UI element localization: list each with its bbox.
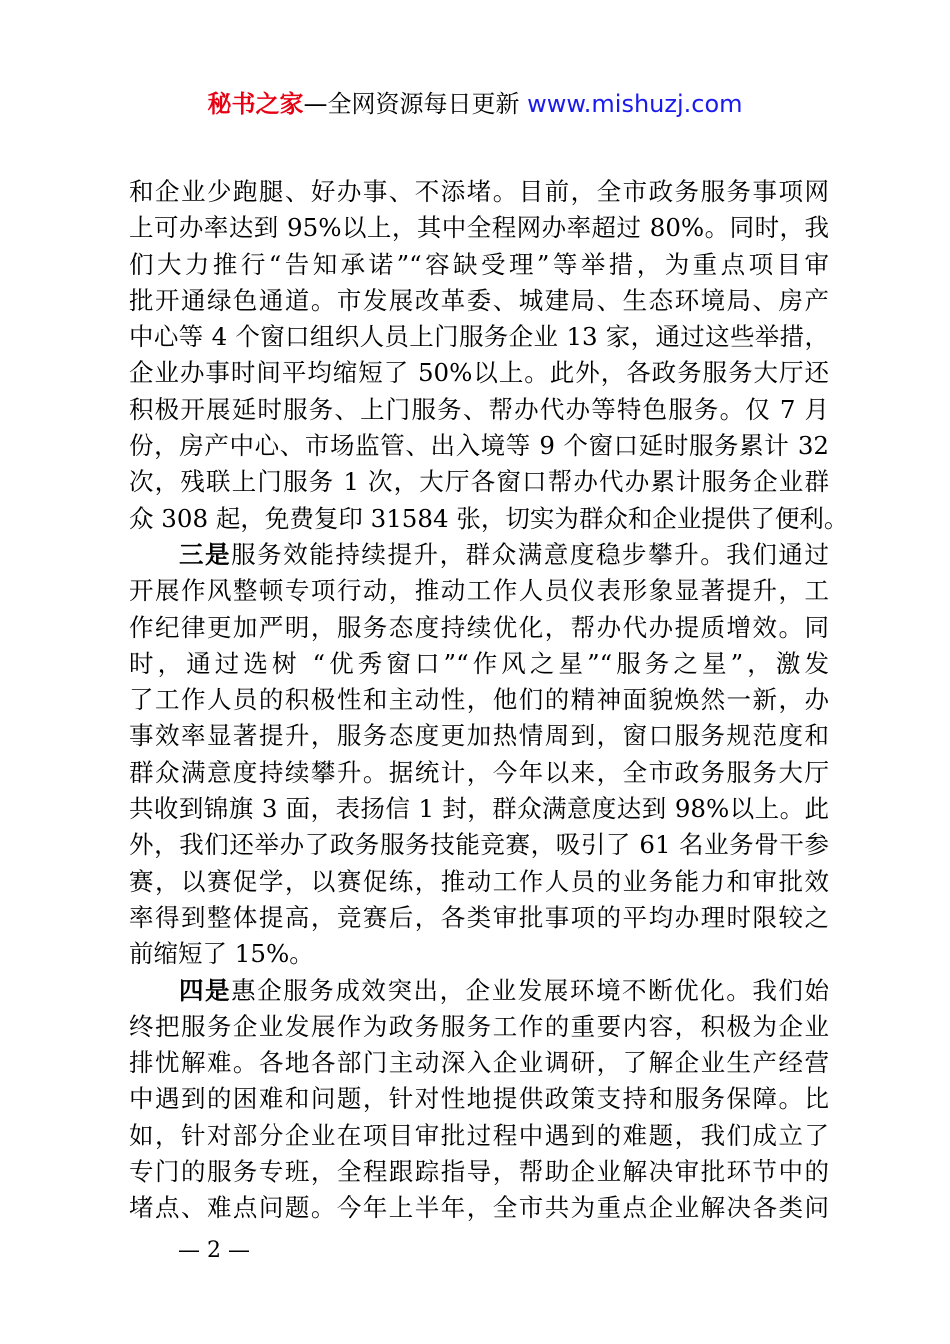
text-line: 和企业少跑腿、好办事、不添堵。目前，全市政务服务事项网 [129,177,829,206]
text-line: 中心等 4 个窗口组织人员上门服务企业 13 家，通过这些举措， [129,322,829,352]
paragraph-3-first-text: 服务效能持续提升，群众满意度稳步攀升。我们通过 [231,539,829,569]
paragraph-4-first-text: 惠企服务成效突出，企业发展环境不断优化。我们始 [231,975,829,1005]
text-line: 中遇到的困难和问题，针对性地提供政策支持和服务保障。比 [129,1084,829,1114]
text-line: 企业办事时间平均缩短了 50%以上。此外，各政务服务大厅还 [129,358,829,388]
document-body [129,174,849,1227]
text-line: 赛，以赛促学，以赛促练，推动工作人员的业务能力和审批效 [129,866,829,896]
text-line: 群众满意度持续攀升。据统计，今年以来，全市政务服务大厅 [129,757,829,787]
text-line: 时，通过选树 “优秀窗口”“作风之星”“服务之星”，激发 [129,648,829,678]
text-line: 积极开展延时服务、上门服务、帮办代办等特色服务。仅 7 月 [129,394,829,424]
paragraph-4-lead: 四是 [179,975,232,1005]
text-line: 终把服务企业发展作为政务服务工作的重要内容，积极为企业 [129,1011,829,1041]
text-line: 众 308 起，免费复印 31584 张，切实为群众和企业提供了便利。 [129,503,849,533]
text-line: 作纪律更加严明，服务态度持续优化，帮办代办提质增效。同 [129,612,829,642]
text-line: 了工作人员的积极性和主动性，他们的精神面貌焕然一新，办 [129,685,829,715]
text-line: 前缩短了 15%。 [129,939,314,969]
header-tagline: —全网资源每日更新 [303,90,528,118]
site-url: www.mishuzj.com [527,90,743,118]
text-line: 份，房产中心、市场监管、出入境等 9 个窗口延时服务累计 32 [129,431,829,461]
text-line: 批开通绿色通道。市发展改革委、城建局、生态环境局、房产 [129,285,829,315]
text-line: 排忧解难。各地各部门主动深入企业调研，了解企业生产经营 [129,1048,829,1078]
text-line: 开展作风整顿专项行动，推动工作人员仪表形象显著提升，工 [129,576,829,606]
site-header [0,86,950,122]
text-line: 共收到锦旗 3 面，表扬信 1 封，群众满意度达到 98%以上。此 [129,794,829,824]
text-line: 上可办率达到 95%以上，其中全程网办率超过 80%。同时，我 [129,213,829,243]
paragraph-4-first-line [129,973,829,1009]
paragraph-3-first-line [129,537,829,573]
text-line: 次，残联上门服务 1 次，大厅各窗口帮办代办累计服务企业群 [129,467,829,497]
text-line: 专门的服务专班，全程跟踪指导，帮助企业解决审批环节中的 [129,1157,829,1187]
page-number: — 2 — [178,1238,250,1263]
text-line: 们大力推行“告知承诺”“容缺受理”等举措，为重点项目审 [129,249,829,279]
text-line: 如，针对部分企业在项目审批过程中遇到的难题，我们成立了 [129,1120,829,1150]
text-line: 事效率显著提升，服务态度更加热情周到，窗口服务规范度和 [129,721,829,751]
text-line: 堵点、难点问题。今年上半年，全市共为重点企业解决各类问 [129,1193,829,1223]
paragraph-3-lead: 三是 [179,539,232,569]
brand-name: 秘书之家 [207,90,304,118]
text-line: 外，我们还举办了政务服务技能竞赛，吸引了 61 名业务骨干参 [129,830,829,860]
text-line: 率得到整体提高，竞赛后，各类审批事项的平均办理时限较之 [129,902,829,932]
